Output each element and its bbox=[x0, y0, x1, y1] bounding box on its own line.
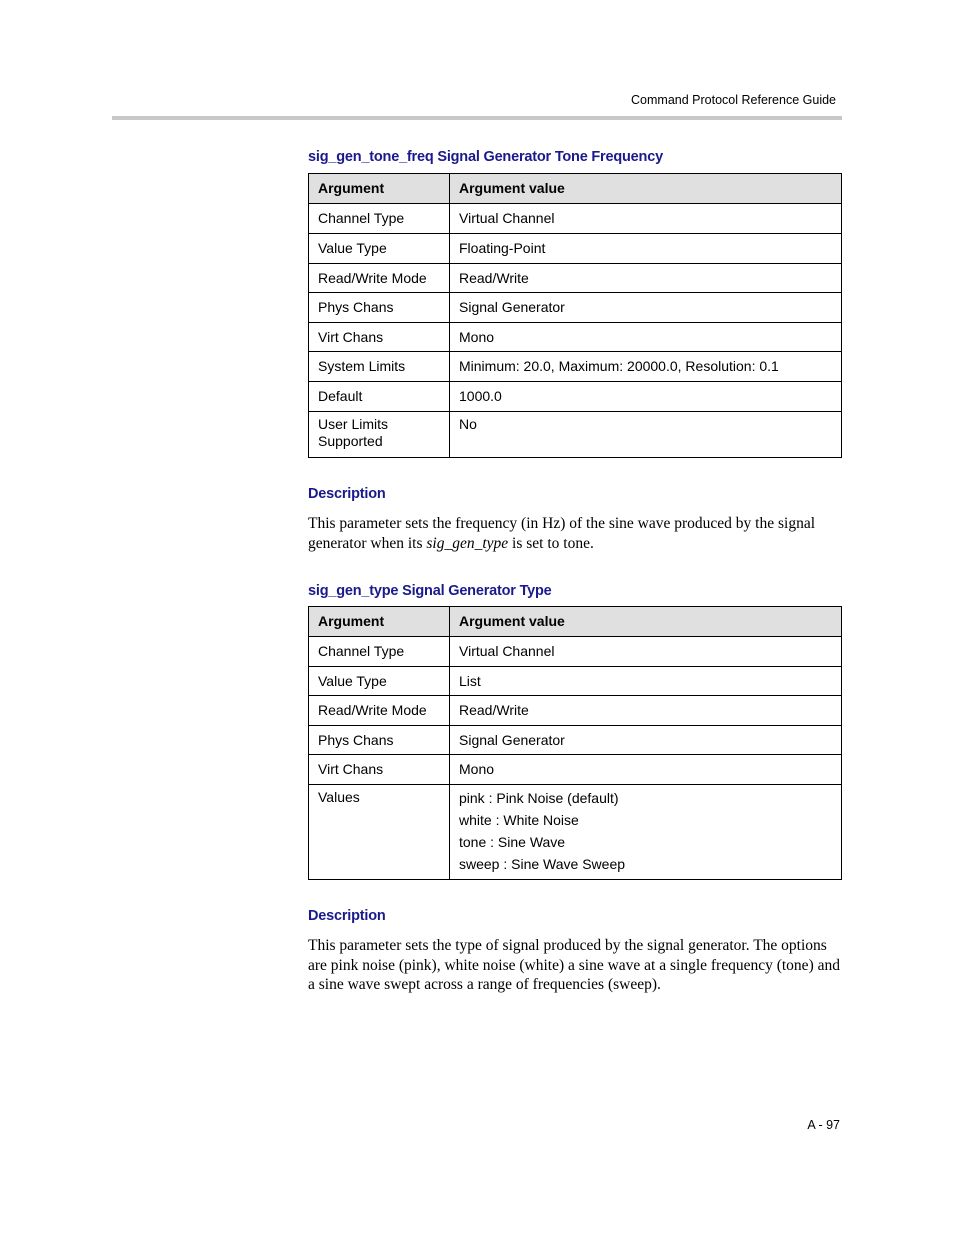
header-argument-value: Argument value bbox=[450, 174, 842, 204]
argument-cell: Default bbox=[309, 382, 450, 412]
argument-table-tone-freq bbox=[308, 173, 842, 458]
argument-cell: System Limits bbox=[309, 352, 450, 382]
table-row bbox=[309, 264, 842, 293]
table-row-values bbox=[309, 785, 842, 880]
table-row bbox=[309, 696, 842, 726]
header-argument: Argument bbox=[309, 174, 450, 204]
section-title-gen-type: sig_gen_type Signal Generator Type bbox=[308, 583, 552, 599]
value-cell: Floating-Point bbox=[450, 234, 842, 264]
value-cell: Read/Write bbox=[450, 696, 842, 726]
value-cell: List bbox=[450, 667, 842, 696]
table-row bbox=[309, 637, 842, 667]
description-heading: Description bbox=[308, 486, 386, 502]
description-heading: Description bbox=[308, 908, 386, 924]
value-cell: 1000.0 bbox=[450, 382, 842, 412]
description-emphasis: sig_gen_type bbox=[426, 534, 509, 552]
argument-cell: Channel Type bbox=[309, 637, 450, 667]
argument-cell: Virt Chans bbox=[309, 755, 450, 785]
description-text: This parameter sets the frequency (in Hz) of the sine wave produced by the signal generator when its bbox=[308, 515, 816, 552]
argument-table-gen-type bbox=[308, 606, 842, 880]
value-cell: Virtual Channel bbox=[450, 204, 842, 234]
table-row bbox=[309, 755, 842, 785]
table-row bbox=[309, 293, 842, 323]
argument-cell: Read/Write Mode bbox=[309, 264, 450, 293]
table-row bbox=[309, 204, 842, 234]
argument-cell: User Limits Supported bbox=[309, 412, 450, 458]
value-cell: Signal Generator bbox=[450, 726, 842, 755]
table-row bbox=[309, 382, 842, 412]
argument-cell: Read/Write Mode bbox=[309, 696, 450, 726]
header-argument-value: Argument value bbox=[450, 607, 842, 637]
table-header-row bbox=[309, 174, 842, 204]
values-list bbox=[450, 785, 842, 880]
table-header-row bbox=[309, 607, 842, 637]
table-row bbox=[309, 726, 842, 755]
value-cell: Signal Generator bbox=[450, 293, 842, 323]
value-cell: Read/Write bbox=[450, 264, 842, 293]
table-row bbox=[309, 667, 842, 696]
section-title-tone-freq: sig_gen_tone_freq Signal Generator Tone Frequency bbox=[308, 149, 663, 165]
table-row bbox=[309, 352, 842, 382]
argument-cell: Channel Type bbox=[309, 204, 450, 234]
argument-cell: Value Type bbox=[309, 667, 450, 696]
argument-cell: Virt Chans bbox=[309, 323, 450, 352]
description-paragraph: This parameter sets the type of signal produced by the signal generator. The options are pink noise (pink), white noise (white) a sine wave at a single frequency (tone) and a sine wave swept across a range of frequencies (sweep). bbox=[308, 937, 840, 993]
argument-cell: Value Type bbox=[309, 234, 450, 264]
description-paragraph bbox=[308, 514, 848, 553]
argument-cell: Phys Chans bbox=[309, 726, 450, 755]
page-number: A - 97 bbox=[807, 1118, 840, 1132]
header-argument: Argument bbox=[309, 607, 450, 637]
description-text-end: is set to tone. bbox=[508, 534, 594, 552]
argument-cell: Phys Chans bbox=[309, 293, 450, 323]
value-cell: Minimum: 20.0, Maximum: 20000.0, Resolution: 0.1 bbox=[450, 352, 842, 382]
table-row bbox=[309, 323, 842, 352]
value-cell: No bbox=[450, 412, 842, 458]
table-row bbox=[309, 412, 842, 458]
value-cell: Virtual Channel bbox=[450, 637, 842, 667]
argument-cell: Values bbox=[309, 785, 450, 880]
header-rule bbox=[112, 116, 842, 120]
value-cell: Mono bbox=[450, 323, 842, 352]
value-cell: Mono bbox=[450, 755, 842, 785]
list-item: white : White Noise bbox=[459, 812, 579, 828]
running-header: Command Protocol Reference Guide bbox=[631, 93, 836, 107]
list-item: sweep : Sine Wave Sweep bbox=[459, 856, 626, 872]
table-row bbox=[309, 234, 842, 264]
list-item: tone : Sine Wave bbox=[459, 834, 566, 850]
list-item: pink : Pink Noise (default) bbox=[459, 790, 619, 806]
